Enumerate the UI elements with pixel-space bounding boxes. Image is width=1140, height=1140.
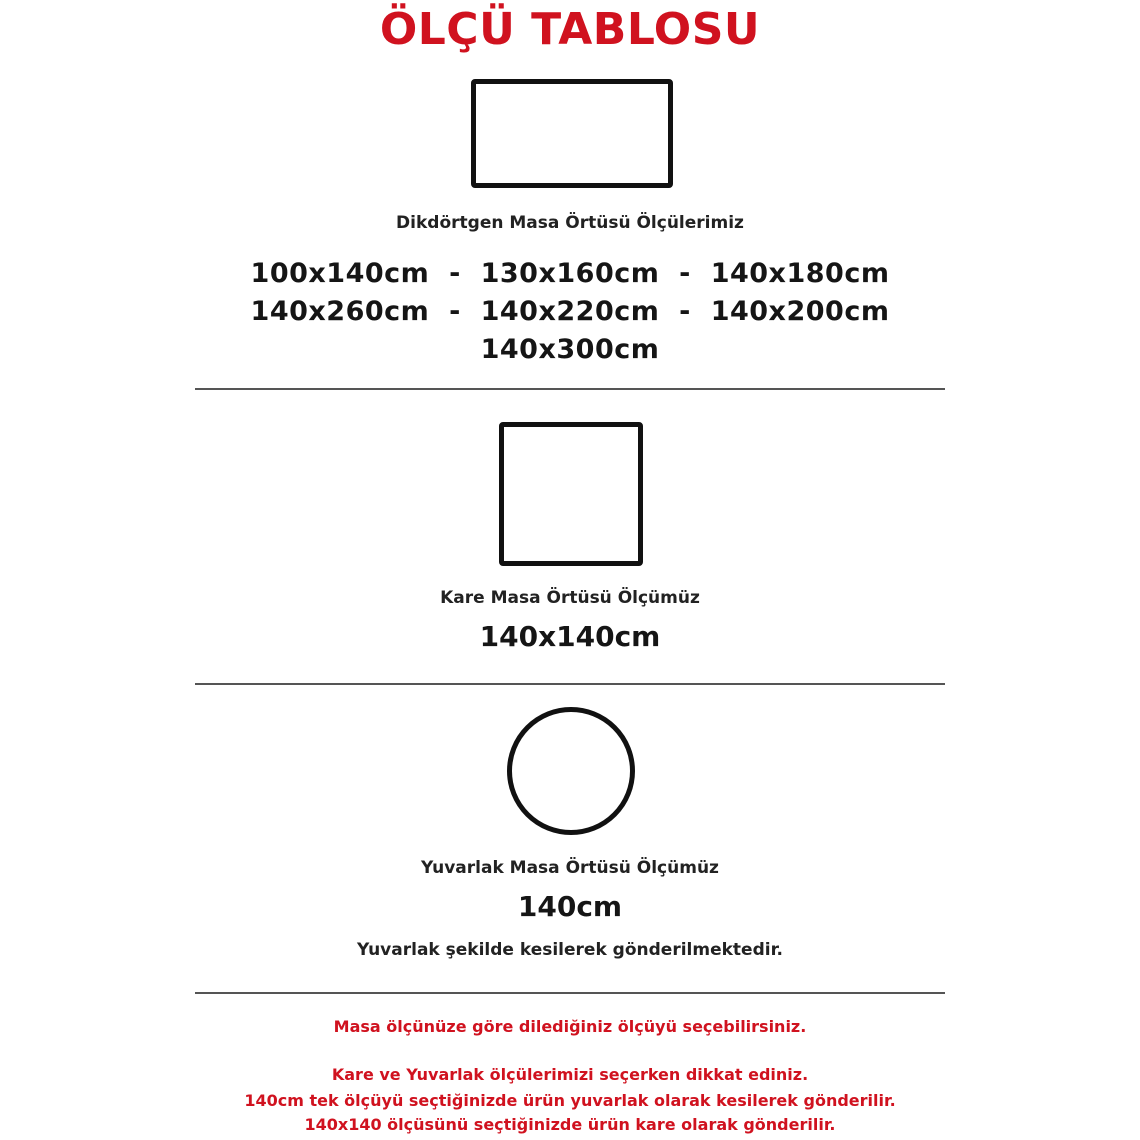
rectangle-icon: [471, 79, 673, 188]
warning-note: 140cm tek ölçüyü seçtiğinizde ürün yuvarlak olarak kesilerek gönderilir.: [244, 1091, 896, 1110]
square-label: Kare Masa Örtüsü Ölçümüz: [440, 588, 700, 608]
size-row: 140x260cm - 140x220cm - 140x200cm: [250, 296, 890, 327]
warning-note: 140x140 ölçüsünü seçtiğinizde ürün kare olarak gönderilir.: [304, 1115, 836, 1134]
square-icon: [499, 422, 643, 566]
section-divider: [195, 992, 945, 994]
info-note: Masa ölçünüze göre dilediğiniz ölçüyü seçebilirsiniz.: [333, 1017, 807, 1036]
circle-icon: [507, 707, 635, 835]
round-note: Yuvarlak şekilde kesilerek gönderilmektedir.: [357, 940, 783, 960]
section-divider: [195, 683, 945, 685]
round-size: 140cm: [517, 890, 623, 923]
section-divider: [195, 388, 945, 390]
size-row: 140x300cm: [480, 334, 660, 365]
size-row: 100x140cm - 130x160cm - 140x180cm: [250, 258, 890, 289]
square-size: 140x140cm: [479, 620, 661, 653]
rectangle-label: Dikdörtgen Masa Örtüsü Ölçülerimiz: [396, 213, 744, 233]
rectangle-size-list: [0, 255, 1140, 369]
warning-note: Kare ve Yuvarlak ölçülerimizi seçerken dikkat ediniz.: [331, 1065, 809, 1084]
page-title: ÖLÇÜ TABLOSU: [379, 4, 761, 55]
round-label: Yuvarlak Masa Örtüsü Ölçümüz: [421, 858, 719, 878]
